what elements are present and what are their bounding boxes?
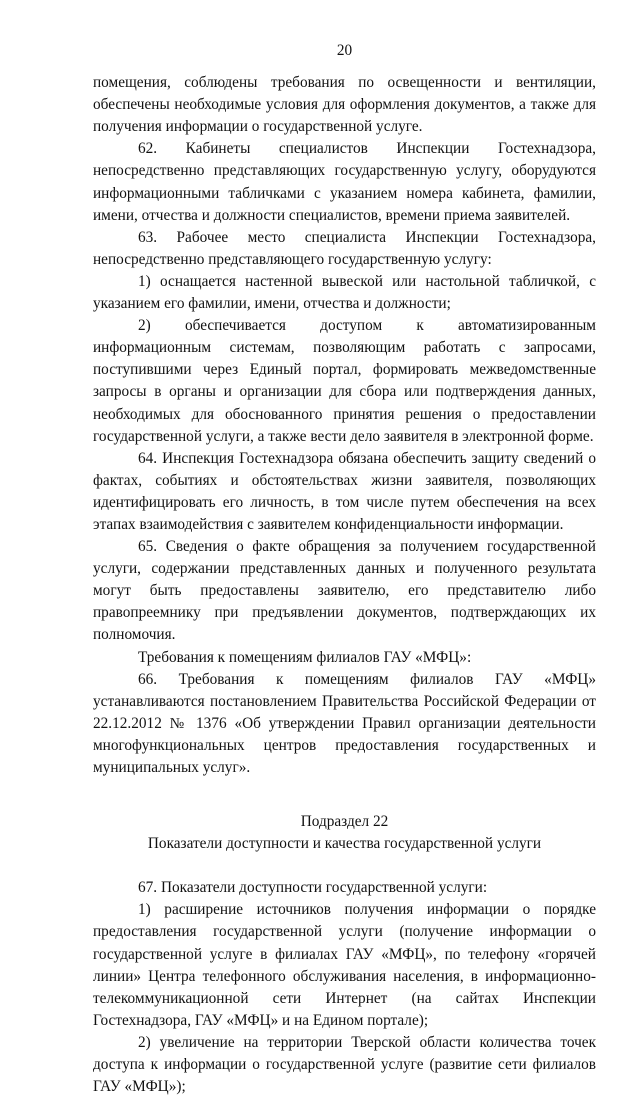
- document-page: [93, 40, 596, 1098]
- paragraph-mfc-requirements-heading: Требования к помещениям филиалов ГАУ «МФЦ»:: [138, 648, 472, 666]
- paragraph-65-request-info: 65. Сведения о факте обращения за получением государственной услуги, содержании представленных данных и полученного результата могут быть предоставлены заявителю, его представителю либо правопреемнику при предъявлении документов, подтверждающих их полномочия.: [93, 538, 596, 644]
- subsection-title: Подраздел 22: [300, 813, 389, 831]
- paragraph-67-accessibility: 67. Показатели доступности государственной услуги:: [138, 879, 488, 897]
- paragraph-63-item-2: 2) обеспечивается доступом к автоматизированным информационным системам, позволяющим работать с запросами, поступившими через Единый портал, формировать межведомственные запросы в органы и организации для сбора или подтверждения данных, необходимых для обоснованного принятия решения о предоставлении государственной услуги, а также вести дело заявителя в электронной форме.: [93, 317, 596, 445]
- paragraph-62-cabinets: 62. Кабинеты специалистов Инспекции Гостехнадзора, непосредственно представляющих государственную услугу, оборудуются информационными табличками с указанием номера кабинета, фамилии, имени, отчества и должности специалистов, времени приема заявителей.: [93, 140, 596, 224]
- paragraph-63-item-1: 1) оснащается настенной вывеской или настольной табличкой, с указанием его фамилии, имени, отчества и должности;: [93, 272, 596, 313]
- paragraph-67-item-1: 1) расширение источников получения информации о порядке предоставления государственной услуги (получение информации о государственной услуге в филиалах ГАУ «МФЦ», по телефону «горячей линии» Центра телефонного обслуживания населения, в информационно-телекоммуникационной сети Интернет (на сайтах Инспекции Гостехнадзора, ГАУ «МФЦ» и на Едином портале);: [93, 901, 596, 1029]
- paragraph-63-workplace: 63. Рабочее место специалиста Инспекции Гостехнадзора, непосредственно представляющего государственную услугу:: [93, 228, 596, 268]
- section-spacer: [93, 779, 596, 811]
- page-number: 20: [336, 42, 353, 59]
- subsection-subtitle: Показатели доступности и качества государственной услуги: [147, 835, 542, 853]
- paragraph-66-mfc-requirements: 66. Требования к помещениям филиалов ГАУ «МФЦ» устанавливаются постановлением Правительства Российской Федерации от 22.12.2012 № 1376 «Об утверждении Правил организации деятельности многофункциональных центров предоставления государственных и муниципальных услуг».: [93, 670, 596, 776]
- paragraph-67-item-2: 2) увеличение на территории Тверской области количества точек доступа к информации о государственной услуге (развитие сети филиалов ГАУ «МФЦ»);: [93, 1033, 596, 1096]
- section-spacer-small: [93, 855, 596, 877]
- paragraph-64-data-protection: 64. Инспекция Гостехнадзора обязана обеспечить защиту сведений о фактах, событиях и обстоятельствах жизни заявителя, позволяющих идентифицировать его личность, в том числе путем обеспечения на всех этапах взаимодействия с заявителем конфиденциальности информации.: [93, 449, 596, 533]
- paragraph-lighting-conditions: помещения, соблюдены требования по освещенности и вентиляции, обеспечены необходимые условия для оформления документов, а также для получения информации о государственной услуге.: [93, 74, 596, 136]
